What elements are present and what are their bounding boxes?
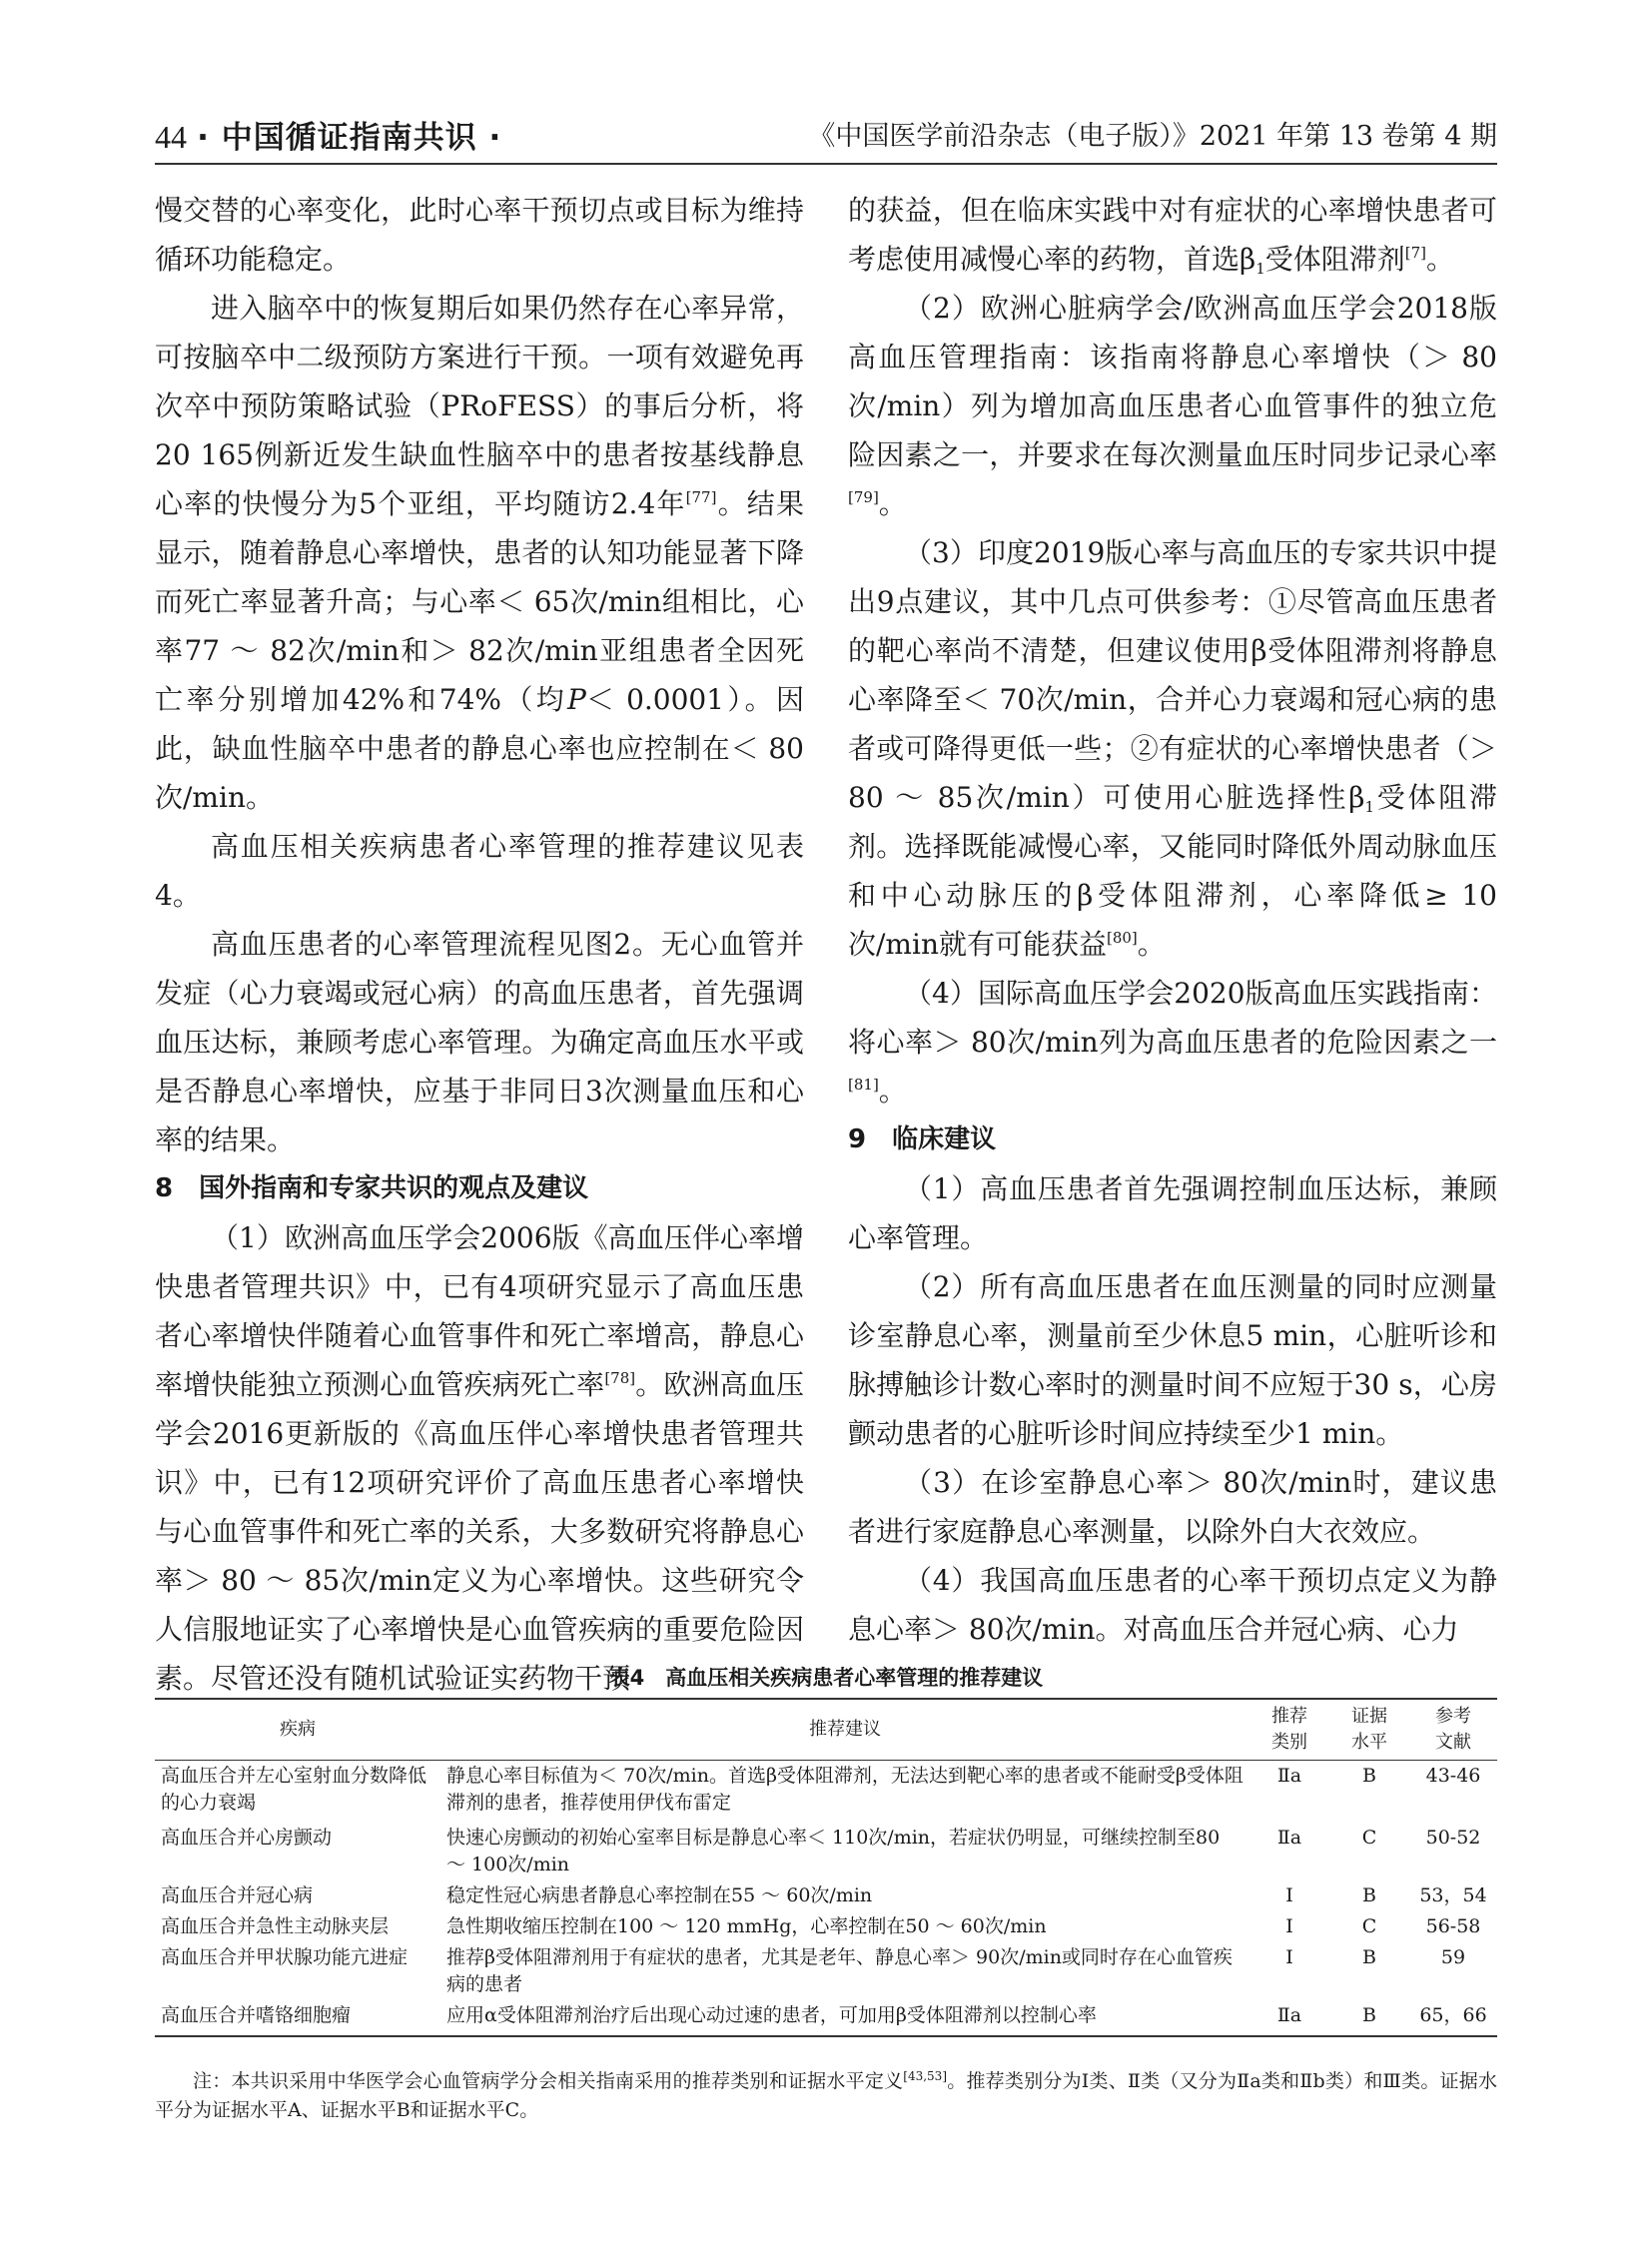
header-class: 推荐 类别 [1249, 1699, 1329, 1761]
right-column [848, 186, 1497, 1654]
table-row [155, 2000, 1497, 2036]
clinical-recommendation-4: （4）我国高血压患者的心率干预切点定义为静息心率＞ 80次/min。对高血压合并冠心病、心力 [848, 1564, 1497, 1646]
citation-80: [80] [1106, 929, 1138, 947]
cell-refs: 50-52 [1425, 1827, 1481, 1849]
citation-78: [78] [604, 1369, 636, 1387]
citation-79: [79] [848, 488, 879, 506]
header-rule [155, 163, 1497, 165]
paragraph-flowchart: 高血压患者的心率管理流程见图2。无心血管并发症（心力衰竭或冠心病）的高血压患者，首先强调血压达标，兼顾考虑心率管理。为确定高血压水平或是否静息心率增快，应基于非同日3次测量血压和心率的结果。 [155, 928, 804, 1156]
table-row [155, 1819, 1497, 1880]
citation-43-53: [43,53] [903, 2069, 947, 2083]
paragraph-continued: 慢交替的心率变化，此时心率干预切点或目标为维持循环功能稳定。 [155, 194, 804, 276]
citation-7: [7] [1404, 244, 1427, 262]
table-header-row [155, 1699, 1497, 1761]
cell-level: B [1362, 1946, 1376, 1968]
paragraph-india-2019: （3）印度2019版心率与高血压的专家共识中提出9点建议，其中几点可供参考：①尽管高血压患者的靶心率尚不清楚，但建议使用β受体阻滞剂将静息心率降至＜ 70次/min，合并心力衰竭和冠心病的患者或可降得更低一些；②有症状的心率增快患者（＞ 80 ～ 85次/min）可使用心脏选择性$\beta_1$受体阻滞剂。选择既能减慢心率，又能同时降低外周动脉血压和中心动脉压的β受体阻滞剂，心率降低≥ 10次/min就有可能获益[80]。 [848, 536, 1497, 961]
cell-level: B [1362, 1884, 1376, 1906]
table-row [155, 1911, 1497, 1942]
page-header [155, 112, 1497, 162]
cell-disease: 高血压合并嗜铬细胞瘤 [155, 2000, 440, 2036]
paragraph-esc-2018: （2）欧洲心脏病学会/欧洲高血压学会2018版高血压管理指南：该指南将静息心率增快（＞ 80次/min）列为增加高血压患者心血管事件的独立危险因素之一，并要求在每次测量血压时同步记录心率[79]。 [848, 292, 1497, 520]
cell-recommendation: 稳定性冠心病患者静息心率控制在55 ～ 60次/min [446, 1884, 873, 1906]
citation-81: [81] [848, 1076, 879, 1094]
citation-77: [77] [685, 488, 717, 506]
header-recommendation: 推荐建议 [440, 1699, 1249, 1761]
cell-refs: 59 [1440, 1946, 1466, 1968]
cell-refs: 65，66 [1409, 2000, 1497, 2036]
cell-class: Ⅰ [1285, 1915, 1293, 1937]
cell-recommendation: 急性期收缩压控制在100 ～ 120 mmHg，心率控制在50 ～ 60次/min [446, 1915, 1047, 1937]
cell-level: C [1361, 1827, 1377, 1849]
page-number: 44 [155, 119, 187, 155]
cell-level: B [1329, 2000, 1409, 2036]
cell-disease: 高血压合并左心室射血分数降低的心力衰竭 [161, 1765, 427, 1814]
clinical-recommendation-1: （1）高血压患者首先强调控制血压达标，兼顾心率管理。 [848, 1172, 1497, 1254]
cell-recommendation: 快速心房颤动的初始心室率目标是静息心率＜ 110次/min，若症状仍明显，可继续控制至80 ～ 100次/min [446, 1827, 1221, 1875]
section-heading-8: 8 国外指南和专家共识的观点及建议 [155, 1173, 589, 1203]
cell-level: C [1361, 1915, 1377, 1937]
header-disease: 疾病 [155, 1699, 440, 1761]
cell-recommendation: 应用α受体阻滞剂治疗后出现心动过速的患者，可加用β受体阻滞剂以控制心率 [440, 2000, 1249, 2036]
table-row [155, 1880, 1497, 1911]
paragraph-ish-2020: （4）国际高血压学会2020版高血压实践指南：将心率＞ 80次/min列为高血压患者的危险因素之一[81]。 [848, 977, 1497, 1108]
cell-disease: 高血压合并心房颤动 [161, 1827, 333, 1849]
table-row [155, 1942, 1497, 2000]
cell-refs: 43-46 [1425, 1765, 1481, 1787]
clinical-recommendation-2: （2）所有高血压患者在血压测量的同时应测量诊室静息心率，测量前至少休息5 min，心脏听诊和脉搏触诊计数心率时的测量时间不应短于30 s，心房颤动患者的心脏听诊时间应持续至少1 min。 [848, 1270, 1497, 1450]
table-row [155, 1761, 1497, 1820]
cell-class: Ⅱa [1276, 1765, 1302, 1787]
cell-recommendation: 推荐β受体阻滞剂用于有症状的患者，尤其是老年、静息心率＞ 90次/min或同时存在心血管疾病的患者 [446, 1946, 1233, 1995]
clinical-recommendation-3: （3）在诊室静息心率＞ 80次/min时，建议患者进行家庭静息心率测量，以除外白大衣效应。 [848, 1466, 1497, 1548]
header-level: 证据 水平 [1329, 1699, 1409, 1761]
paragraph-esh-2006: （1）欧洲高血压学会2006版《高血压伴心率增快患者管理共识》中，已有4项研究显示了高血压患者心率增快伴随着心血管事件和死亡率增高，静息心率增快能独立预测心血管疾病死亡率[78]。欧洲高血压学会2016更新版的《高血压伴心率增快患者管理共识》中，已有12项研究评价了高血压患者心率增快与心血管事件和死亡率的关系，大多数研究将静息心率＞ 80 ～ 85次/min定义为心率增快。这些研究令人信服地证实了心率增快是心血管疾病的重要危险因素。尽管还没有随机试验证实药物干预 [155, 1221, 804, 1695]
cell-class: Ⅱa [1249, 2000, 1329, 2036]
paragraph-continued-right: 的获益，但在临床实践中对有症状的心率增快患者可考虑使用减慢心率的药物，首选$\beta_1$受体阻滞剂[7]。 [848, 194, 1497, 278]
paragraph-stroke-recovery: 进入脑卒中的恢复期后如果仍然存在心率异常，可按脑卒中二级预防方案进行干预。一项有效避免再次卒中预防策略试验（PRoFESS）的事后分析，将20 165例新近发生缺血性脑卒中的患者按基线静息心率的快慢分为5个亚组，平均随访2.4年[77]。结果显示，随着静息心率增快，患者的认知功能显著下降而死亡率显著升高；与心率＜ 65次/min组相比，心率77 ～ 82次/min和＞ 82次/min亚组患者全因死亡率分别增加42%和74%（均P＜ 0.0001）。因此，缺血性脑卒中患者的静息心率也应控制在＜ 80次/min。 [155, 292, 804, 814]
cell-level: B [1362, 1765, 1376, 1787]
cell-disease: 高血压合并冠心病 [161, 1884, 314, 1906]
left-column [155, 186, 804, 1703]
section-title: · 中国循证指南共识 · [197, 120, 502, 156]
recommendation-table [155, 1698, 1497, 2037]
paragraph-table4-ref: 高血压相关疾病患者心率管理的推荐建议见表4。 [155, 830, 804, 912]
cell-disease: 高血压合并急性主动脉夹层 [161, 1915, 390, 1937]
cell-refs: 53，54 [1419, 1884, 1487, 1906]
cell-recommendation: 静息心率目标值为＜ 70次/min。首选β受体阻滞剂，无法达到靶心率的患者或不能耐受β受体阻滞剂的患者，推荐使用伊伐布雷定 [446, 1765, 1243, 1814]
table-caption: 表4 高血压相关疾病患者心率管理的推荐建议 [608, 1666, 1044, 1690]
section-heading-9: 9 临床建议 [848, 1124, 997, 1154]
cell-class: Ⅱa [1276, 1827, 1302, 1849]
table-note: 注：本共识采用中华医学会心血管病学分会相关指南采用的推荐类别和证据水平定义[43,53]。推荐类别分为Ⅰ类、Ⅱ类（又分为Ⅱa类和Ⅱb类）和Ⅲ类。证据水平分为证据水平A、证据水平B和证据水平C。 [155, 2069, 1497, 2121]
header-references: 参考 文献 [1409, 1699, 1497, 1761]
header-left [155, 112, 501, 157]
cell-disease: 高血压合并甲状腺功能亢进症 [161, 1946, 409, 1968]
cell-class: Ⅰ [1285, 1946, 1293, 1968]
cell-class: Ⅰ [1285, 1884, 1293, 1906]
journal-title: 《中国医学前沿杂志（电子版）》2021 年第 13 卷第 4 期 [808, 121, 1497, 152]
cell-refs: 56-58 [1425, 1915, 1481, 1937]
